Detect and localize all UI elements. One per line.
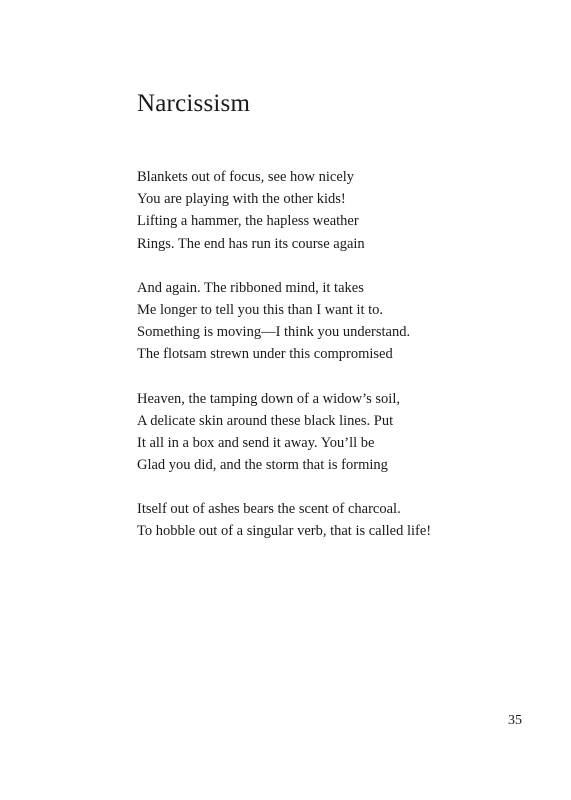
- poem-line: A delicate skin around these black lines. Put: [137, 412, 394, 429]
- poem-line: It all in a box and send it away. You’ll be: [137, 434, 375, 451]
- poem-line: And again. The ribboned mind, it takes: [137, 279, 364, 296]
- poem-line: The flotsam strewn under this compromised: [137, 346, 393, 363]
- poem-title: Narcissism: [137, 90, 251, 117]
- poem-line: Glad you did, and the storm that is forming: [137, 457, 388, 474]
- poem-line: Me longer to tell you this than I want it to.: [137, 301, 384, 318]
- poem-line: Heaven, the tamping down of a widow’s soil,: [137, 390, 400, 407]
- poem-line: Blankets out of focus, see how nicely: [137, 169, 355, 185]
- poem-line: To hobble out of a singular verb, that is called life!: [137, 523, 432, 540]
- stanza-3: [137, 388, 431, 477]
- poem-line: Rings. The end has run its course again: [137, 235, 365, 252]
- poem-line: You are playing with the other kids!: [137, 191, 346, 208]
- poem-body: [137, 166, 431, 565]
- page-number: 35: [508, 713, 522, 728]
- poem-line: Itself out of ashes bears the scent of charcoal.: [137, 501, 401, 518]
- poem-line: Something is moving—I think you understand.: [137, 324, 411, 341]
- stanza-2: [137, 277, 431, 366]
- stanza-1: [137, 166, 431, 255]
- poem-line: Lifting a hammer, the hapless weather: [137, 213, 359, 230]
- stanza-4: [137, 498, 431, 542]
